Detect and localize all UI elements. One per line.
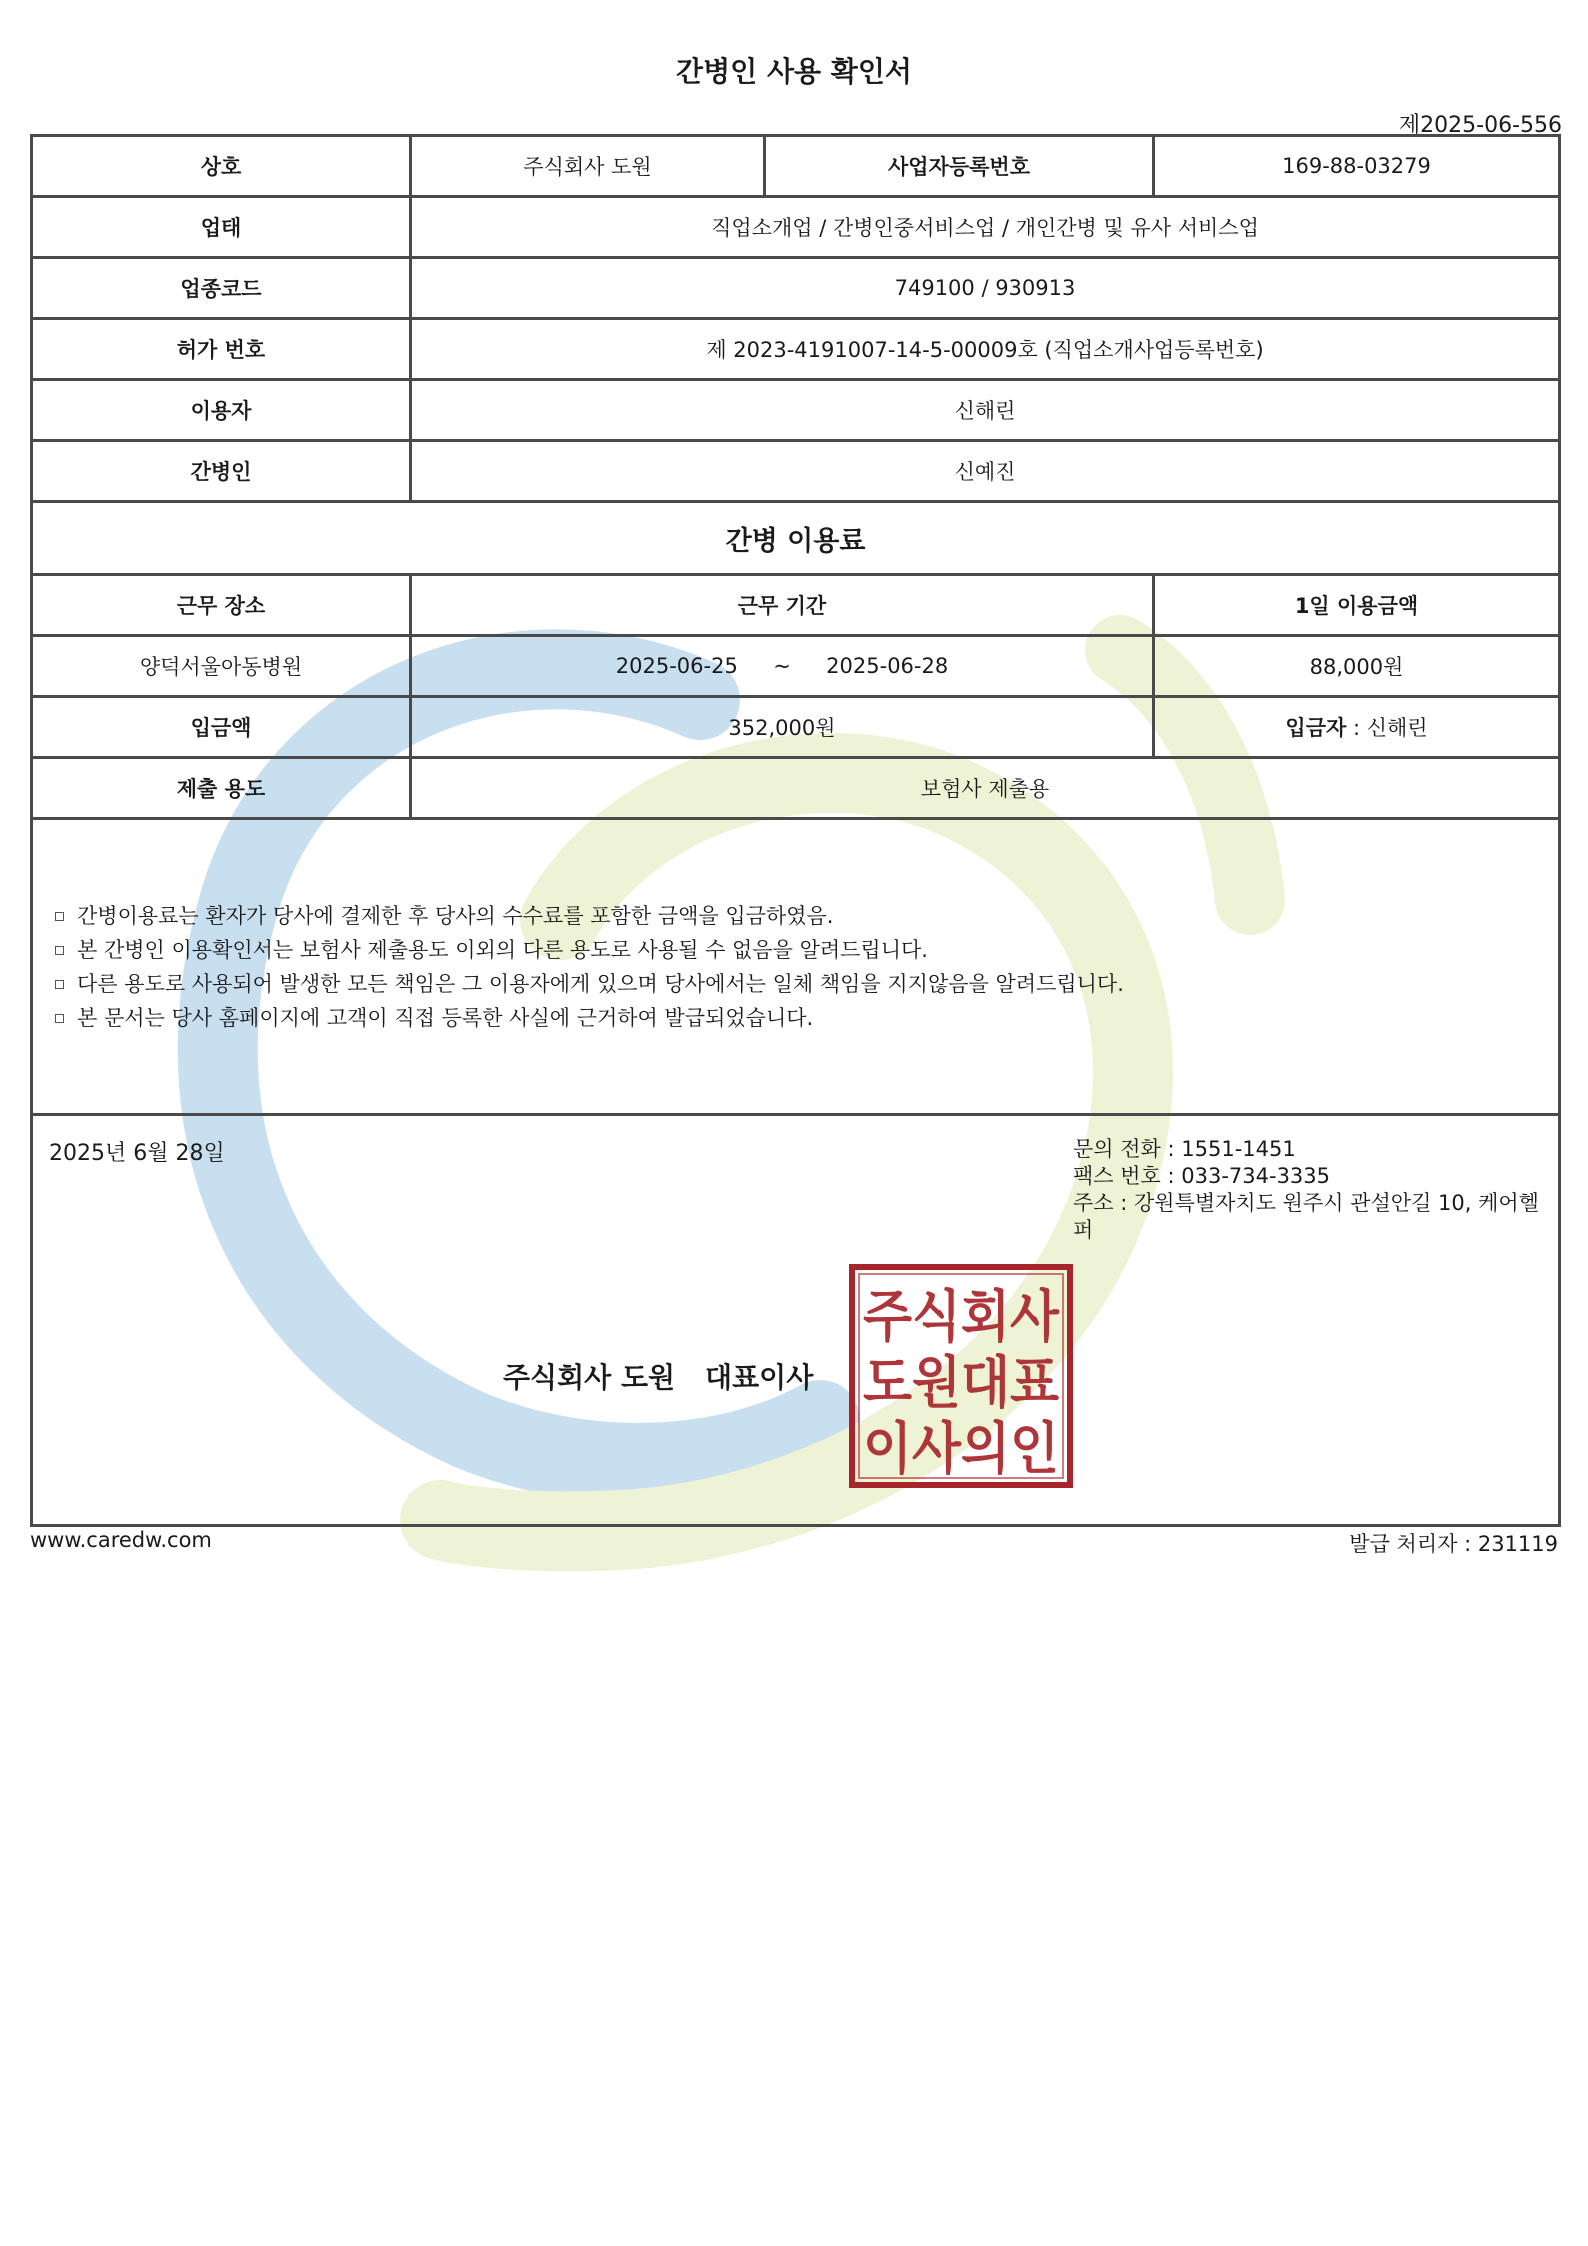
row-footer xyxy=(32,1115,1560,1526)
signature-company-name: 주식회사 도원 xyxy=(503,1361,676,1394)
seal-line-1: 주식회사 xyxy=(863,1285,1060,1350)
purpose-value: 보험사 제출용 xyxy=(411,758,1560,819)
caregiver-label: 간병인 xyxy=(32,441,411,502)
work-period-header: 근무 기간 xyxy=(411,575,1154,636)
row-caregiver xyxy=(32,441,1560,502)
industry-label: 업태 xyxy=(32,197,411,258)
industry-value: 직업소개업 / 간병인중서비스업 / 개인간병 및 유사 서비스업 xyxy=(411,197,1560,258)
deposit-label: 입금액 xyxy=(32,697,411,758)
company-value: 주식회사 도원 xyxy=(411,136,765,197)
period-separator: ~ xyxy=(773,654,791,678)
deposit-value: 352,000원 xyxy=(411,697,1154,758)
permit-label: 허가 번호 xyxy=(32,319,411,380)
fee-section-title: 간병 이용료 xyxy=(32,502,1560,575)
contact-fax: 팩스 번호 : 033-734-3335 xyxy=(1073,1164,1331,1188)
note-item: 본 문서는 당사 홈페이지에 고객이 직접 등록한 사실에 근거하여 발급되었습니다. xyxy=(51,1001,1540,1035)
contact-phone: 문의 전화 : 1551-1451 xyxy=(1073,1137,1296,1161)
document-title: 간병인 사용 확인서 xyxy=(676,55,912,88)
row-user xyxy=(32,380,1560,441)
depositor-label: 입금자 xyxy=(1285,716,1347,740)
note-item: 다른 용도로 사용되어 발생한 모든 책임은 그 이용자에게 있으며 당사에서는 일체 책임을 지지않음을 알려드립니다. xyxy=(51,967,1540,1001)
depositor-value: 신해린 xyxy=(1366,716,1428,740)
period-start: 2025-06-25 xyxy=(615,654,738,678)
permit-value: 제 2023-4191007-14-5-00009호 (직업소개사업등록번호) xyxy=(411,319,1560,380)
document-number: 제2025-06-556 xyxy=(1398,113,1562,138)
daily-fee-header: 1일 이용금액 xyxy=(1154,575,1560,636)
row-industry xyxy=(32,197,1560,258)
row-purpose xyxy=(32,758,1560,819)
user-label: 이용자 xyxy=(32,380,411,441)
row-industry-code xyxy=(32,258,1560,319)
row-deposit xyxy=(32,697,1560,758)
user-value: 신해린 xyxy=(411,380,1560,441)
business-number-label: 사업자등록번호 xyxy=(765,136,1154,197)
notes-cell xyxy=(32,819,1560,1115)
website-link[interactable]: www.caredw.com xyxy=(30,1528,212,1552)
company-signature xyxy=(503,1356,813,1396)
contact-address: 주소 : 강원특별자치도 원주시 관설안길 10, 케어헬퍼 xyxy=(1073,1191,1539,1242)
depositor-separator: : xyxy=(1346,716,1367,740)
signature-representative: 대표이사 xyxy=(705,1361,814,1394)
depositor-cell xyxy=(1154,697,1560,758)
purpose-label: 제출 용도 xyxy=(32,758,411,819)
row-company xyxy=(32,136,1560,197)
contact-info xyxy=(1073,1136,1558,1244)
note-item: 간병이용료는 환자가 당사에 결제한 후 당사의 수수료를 포함한 금액을 입금하였음. xyxy=(51,899,1540,933)
row-fee-title xyxy=(32,502,1560,575)
work-place-value: 양덕서울아동병원 xyxy=(32,636,411,697)
row-fee-values xyxy=(32,636,1560,697)
industry-code-label: 업종코드 xyxy=(32,258,411,319)
period-end: 2025-06-28 xyxy=(826,654,949,678)
caregiver-value: 신예진 xyxy=(411,441,1560,502)
company-label: 상호 xyxy=(32,136,411,197)
company-seal-stamp xyxy=(849,1264,1073,1488)
industry-code-value: 749100 / 930913 xyxy=(411,258,1560,319)
business-number-value: 169-88-03279 xyxy=(1154,136,1560,197)
daily-fee-value: 88,000원 xyxy=(1154,636,1560,697)
row-notes xyxy=(32,819,1560,1115)
seal-line-3: 이사의인 xyxy=(863,1417,1059,1482)
issuer-id: 발급 처리자 : 231119 xyxy=(1349,1532,1558,1556)
certificate-table xyxy=(30,134,1561,1527)
footer-cell xyxy=(32,1115,1560,1526)
work-place-header: 근무 장소 xyxy=(32,575,411,636)
work-period-value xyxy=(411,636,1154,697)
row-fee-headers xyxy=(32,575,1560,636)
seal-line-2: 도원대표 xyxy=(863,1351,1059,1416)
row-permit xyxy=(32,319,1560,380)
notes-list xyxy=(51,899,1540,1035)
note-item: 본 간병인 이용확인서는 보험사 제출용도 이외의 다른 용도로 사용될 수 없음을 알려드립니다. xyxy=(51,933,1540,967)
issue-date: 2025년 6월 28일 xyxy=(49,1141,225,1166)
